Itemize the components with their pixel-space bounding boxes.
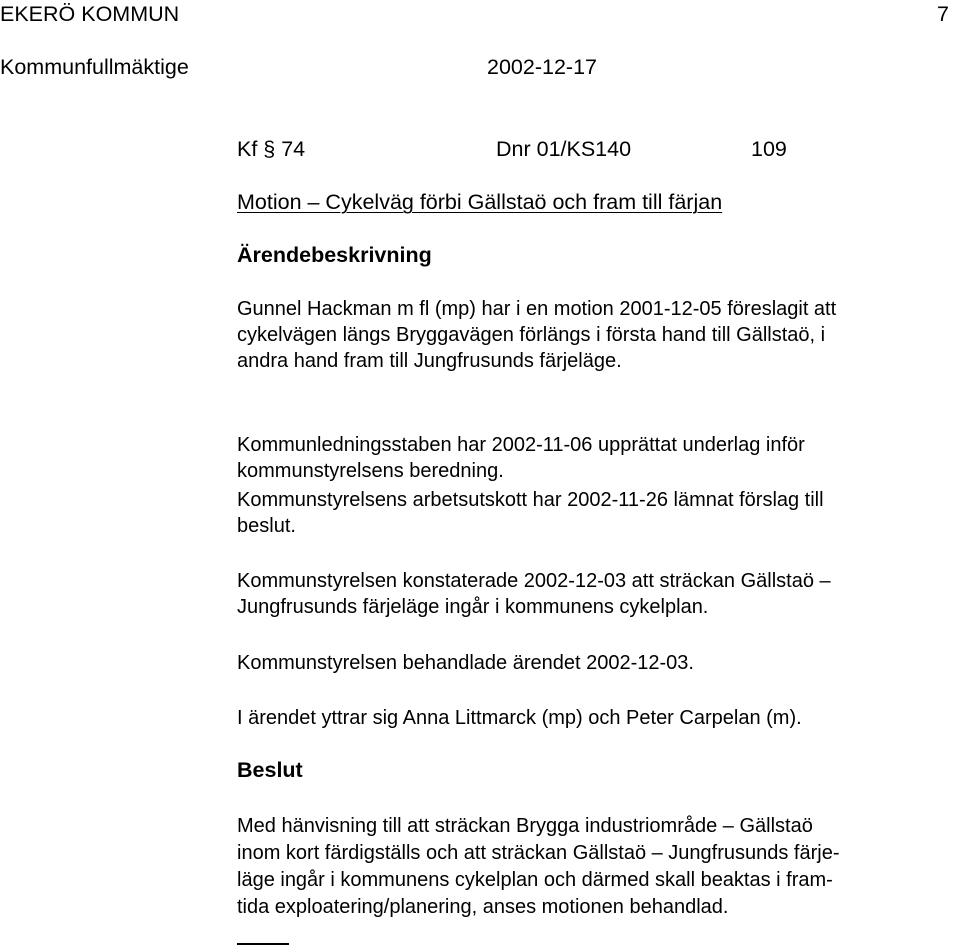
meeting-body: Kommunfullmäktige bbox=[0, 55, 189, 79]
text-line: tida exploatering/planering, anses motionen behandlad. bbox=[237, 896, 729, 918]
description-paragraph-3 bbox=[237, 487, 937, 539]
text-line: andra hand fram till Jungfrusunds färjeläge. bbox=[237, 350, 622, 372]
end-rule bbox=[237, 943, 289, 945]
description-paragraph-6 bbox=[237, 705, 937, 731]
text-line: Kommunstyrelsen behandlade ärendet 2002-12-03. bbox=[237, 652, 694, 674]
text-line: Jungfrusunds färjeläge ingår i kommunens cykelplan. bbox=[237, 596, 709, 618]
case-dnr: Dnr 01/KS140 bbox=[496, 137, 632, 161]
decision-heading: Beslut bbox=[237, 758, 303, 782]
text-line: kommunstyrelsens beredning. bbox=[237, 460, 504, 482]
description-paragraph-5 bbox=[237, 650, 937, 676]
text-line: Kommunstyrelsens arbetsutskott har 2002-11-26 lämnat förslag till bbox=[237, 489, 824, 511]
text-line: Gunnel Hackman m fl (mp) har i en motion 2001-12-05 föreslagit att bbox=[237, 298, 837, 320]
case-paragraph: Kf § 74 bbox=[237, 137, 306, 161]
text-line: läge ingår i kommunens cykelplan och därmed skall beaktas i fram- bbox=[237, 869, 833, 891]
org-name: EKERÖ KOMMUN bbox=[0, 2, 180, 26]
case-title: Motion – Cykelväg förbi Gällstaö och fram till färjan bbox=[237, 190, 723, 214]
text-line: beslut. bbox=[237, 515, 296, 537]
text-line: Kommunstyrelsen konstaterade 2002-12-03 att sträckan Gällstaö – bbox=[237, 570, 831, 592]
case-number: 109 bbox=[751, 137, 787, 161]
page-number: 7 bbox=[937, 2, 949, 26]
description-heading: Ärendebeskrivning bbox=[237, 243, 432, 267]
meeting-date: 2002-12-17 bbox=[487, 55, 597, 79]
text-line: I ärendet yttrar sig Anna Littmarck (mp) och Peter Carpelan (m). bbox=[237, 707, 802, 729]
description-paragraph-4 bbox=[237, 568, 937, 620]
text-line: inom kort färdigställs och att sträckan Gällstaö – Jungfrusunds färje- bbox=[237, 842, 840, 864]
text-line: Kommunledningsstaben har 2002-11-06 upprättat underlag inför bbox=[237, 434, 805, 456]
description-paragraph-1 bbox=[237, 296, 937, 374]
decision-paragraph bbox=[237, 813, 937, 921]
text-line: cykelvägen längs Bryggavägen förlängs i första hand till Gällstaö, i bbox=[237, 324, 826, 346]
description-paragraph-2 bbox=[237, 432, 937, 484]
text-line: Med hänvisning till att sträckan Brygga industriområde – Gällstaö bbox=[237, 815, 813, 837]
